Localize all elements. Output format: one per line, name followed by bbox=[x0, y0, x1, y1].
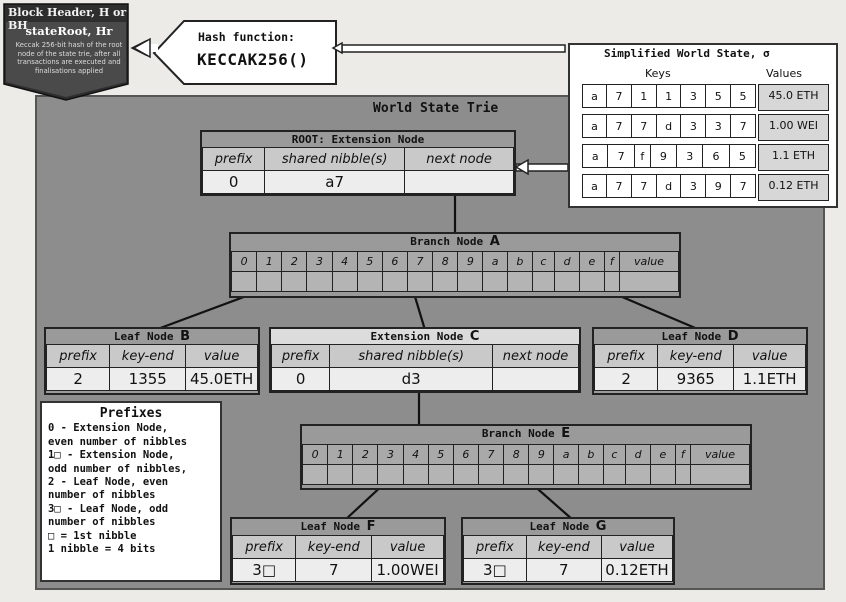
field-label: prefix bbox=[464, 536, 527, 559]
branch-slot-pointer bbox=[407, 272, 432, 292]
leaf-f-fields bbox=[232, 535, 444, 582]
key-nibble: 1 bbox=[631, 85, 656, 108]
field-value: 3□ bbox=[233, 559, 296, 582]
legend-line: even number of nibbles bbox=[48, 435, 188, 448]
field-value: 0 bbox=[272, 368, 330, 391]
legend-line: 1□ - Extension Node, bbox=[48, 449, 175, 462]
branch-slot-pointer bbox=[353, 465, 378, 485]
branch-slot-label: 6 bbox=[453, 445, 478, 465]
branch-slot-pointer bbox=[675, 465, 690, 485]
branch-slot-pointer bbox=[620, 272, 679, 292]
branch-slot-label: a bbox=[554, 445, 578, 465]
branch-slot-pointer bbox=[232, 272, 257, 292]
key-nibble: 5 bbox=[729, 145, 755, 168]
key-nibble: 7 bbox=[607, 85, 632, 108]
prefixes-legend bbox=[40, 401, 222, 582]
key-nibble: f bbox=[634, 145, 650, 168]
leaf-g-header: Leaf Node G bbox=[529, 519, 607, 534]
branch-slot-label: 0 bbox=[232, 252, 257, 272]
legend-line: odd number of nibbles, bbox=[48, 462, 188, 475]
key-nibble: a bbox=[583, 145, 608, 168]
root-node-header: ROOT: Extension Node bbox=[291, 133, 425, 146]
branch-slot-label: 9 bbox=[458, 252, 483, 272]
branch-slot-label: d bbox=[626, 445, 651, 465]
field-label: value bbox=[734, 345, 806, 368]
leaf-b-fields bbox=[46, 344, 258, 391]
field-label: key-end bbox=[526, 536, 601, 559]
branch-slot-label: 9 bbox=[529, 445, 554, 465]
leaf-g-fields bbox=[463, 535, 673, 582]
key-nibble: 7 bbox=[631, 115, 656, 138]
branch-slot-pointer bbox=[626, 465, 651, 485]
field-value: 1.1ETH bbox=[734, 368, 806, 391]
field-value: 1355 bbox=[110, 368, 186, 391]
state-root-label: stateRoot, Hr bbox=[25, 24, 113, 38]
branch-slot-pointer bbox=[504, 465, 529, 485]
branch-slot-pointer bbox=[483, 272, 507, 292]
branch-slot-label: 3 bbox=[378, 445, 403, 465]
branch-slot-label: c bbox=[603, 445, 625, 465]
field-label: next node bbox=[405, 148, 514, 171]
trie-title: World State Trie bbox=[373, 101, 499, 116]
hash-function-label: Hash function: bbox=[198, 30, 295, 44]
key-nibble: 3 bbox=[706, 115, 731, 138]
legend-line: □ = 1st nibble bbox=[48, 529, 137, 542]
key-nibble: 7 bbox=[731, 115, 756, 138]
branch-slot-label: 2 bbox=[282, 252, 307, 272]
branch-slot-label: value bbox=[620, 252, 679, 272]
branch-slot-pointer bbox=[428, 465, 453, 485]
branch-slot-label: b bbox=[578, 445, 603, 465]
world-state-value: 1.00 WEI bbox=[758, 114, 829, 141]
branch-slot-label: e bbox=[651, 445, 675, 465]
state-root-description: Keccak 256-bit hash of the root node of the state trie, after all transactions are executed and finalisations applied bbox=[15, 41, 123, 75]
block-header-title: Block Header, H or BH bbox=[8, 6, 127, 32]
branch-slot-pointer bbox=[403, 465, 428, 485]
root-node-fields bbox=[202, 147, 514, 194]
key-nibble: 9 bbox=[650, 145, 676, 168]
field-label: prefix bbox=[272, 345, 330, 368]
field-value: 45.0ETH bbox=[186, 368, 258, 391]
world-state-key-row bbox=[582, 144, 756, 168]
branch-slot-pointer bbox=[554, 465, 578, 485]
world-state-keys-label: Keys bbox=[645, 67, 671, 80]
field-value: 2 bbox=[595, 368, 658, 391]
branch-slot-pointer bbox=[604, 272, 619, 292]
branch-slot-label: 1 bbox=[328, 445, 353, 465]
key-nibble: 3 bbox=[677, 145, 703, 168]
key-nibble: 3 bbox=[681, 115, 706, 138]
branch-slot-pointer bbox=[458, 272, 483, 292]
field-value: 7 bbox=[526, 559, 601, 582]
branch-slot-pointer bbox=[580, 272, 604, 292]
world-state-key-row bbox=[582, 174, 756, 198]
field-value bbox=[405, 171, 514, 194]
field-label: prefix bbox=[595, 345, 658, 368]
branch-slot-label: 4 bbox=[403, 445, 428, 465]
key-nibble: 1 bbox=[656, 85, 681, 108]
key-nibble: 9 bbox=[706, 175, 731, 198]
branch-slot-pointer bbox=[357, 272, 382, 292]
key-nibble: 7 bbox=[731, 175, 756, 198]
field-label: value bbox=[601, 536, 672, 559]
ext-c-header: Extension Node C bbox=[370, 329, 480, 344]
legend-line: 2 - Leaf Node, even bbox=[48, 476, 169, 489]
world-state-title: Simplified World State, σ bbox=[604, 47, 770, 60]
key-nibble: 3 bbox=[681, 85, 706, 108]
branch-slot-label: c bbox=[532, 252, 554, 272]
branch-slot-pointer bbox=[651, 465, 675, 485]
key-nibble: a bbox=[583, 85, 607, 108]
branch-slot-pointer bbox=[555, 272, 580, 292]
branch-slot-label: 6 bbox=[382, 252, 407, 272]
branch-slot-label: 1 bbox=[257, 252, 282, 272]
branch-e-header: Branch Node E bbox=[481, 426, 571, 441]
branch-slot-pointer bbox=[332, 272, 357, 292]
branch-slot-pointer bbox=[507, 272, 532, 292]
field-label: key-end bbox=[110, 345, 186, 368]
key-nibble: d bbox=[656, 115, 681, 138]
branch-slot-label: 0 bbox=[303, 445, 328, 465]
key-nibble: a bbox=[583, 115, 607, 138]
hash-function-name: KECCAK256() bbox=[197, 50, 309, 69]
branch-slot-label: 7 bbox=[478, 445, 503, 465]
branch-slot-label: 4 bbox=[332, 252, 357, 272]
key-nibble: d bbox=[656, 175, 681, 198]
leaf-b-header: Leaf Node B bbox=[113, 329, 191, 344]
world-state-value: 45.0 ETH bbox=[758, 84, 829, 111]
leaf-d-fields bbox=[594, 344, 806, 391]
branch-slot-label: f bbox=[675, 445, 690, 465]
field-value bbox=[493, 368, 579, 391]
branch-slot-pointer bbox=[453, 465, 478, 485]
world-state-values-label: Values bbox=[766, 67, 802, 80]
key-nibble: 7 bbox=[607, 115, 632, 138]
branch-slot-pointer bbox=[691, 465, 750, 485]
branch-slot-pointer bbox=[578, 465, 603, 485]
branch-slot-label: 3 bbox=[307, 252, 332, 272]
branch-slot-pointer bbox=[328, 465, 353, 485]
key-nibble: 5 bbox=[731, 85, 756, 108]
field-label: prefix bbox=[203, 148, 265, 171]
branch-slot-pointer bbox=[378, 465, 403, 485]
world-state-value: 1.1 ETH bbox=[758, 144, 829, 171]
branch-slot-label: 2 bbox=[353, 445, 378, 465]
key-nibble: 3 bbox=[681, 175, 706, 198]
leaf-f-header: Leaf Node F bbox=[300, 519, 376, 534]
branch-slot-label: 8 bbox=[504, 445, 529, 465]
branch-a-slots bbox=[231, 251, 679, 292]
field-value: 2 bbox=[47, 368, 110, 391]
branch-slot-pointer bbox=[307, 272, 332, 292]
field-value: 7 bbox=[296, 559, 372, 582]
ext-c-fields bbox=[271, 344, 579, 391]
field-value: 9365 bbox=[658, 368, 734, 391]
field-value: a7 bbox=[265, 171, 405, 194]
field-label: shared nibble(s) bbox=[265, 148, 405, 171]
branch-slot-label: d bbox=[555, 252, 580, 272]
legend-lines bbox=[48, 422, 214, 556]
field-value: 0 bbox=[203, 171, 265, 194]
legend-line: 3□ - Leaf Node, odd bbox=[48, 502, 169, 515]
leaf-d-header: Leaf Node D bbox=[661, 329, 739, 344]
field-label: prefix bbox=[233, 536, 296, 559]
branch-slot-pointer bbox=[478, 465, 503, 485]
branch-slot-pointer bbox=[282, 272, 307, 292]
field-label: value bbox=[372, 536, 444, 559]
branch-slot-pointer bbox=[382, 272, 407, 292]
branch-slot-label: 5 bbox=[428, 445, 453, 465]
branch-slot-label: 8 bbox=[433, 252, 458, 272]
field-label: next node bbox=[493, 345, 579, 368]
field-value: 0.12ETH bbox=[601, 559, 672, 582]
branch-slot-pointer bbox=[303, 465, 328, 485]
world-state-key-row bbox=[582, 84, 756, 108]
branch-slot-label: 5 bbox=[357, 252, 382, 272]
branch-slot-label: b bbox=[507, 252, 532, 272]
branch-e-slots bbox=[302, 444, 750, 485]
legend-line: number of nibbles bbox=[48, 516, 156, 529]
field-label: value bbox=[186, 345, 258, 368]
branch-slot-label: a bbox=[483, 252, 507, 272]
branch-slot-pointer bbox=[257, 272, 282, 292]
branch-slot-pointer bbox=[603, 465, 625, 485]
branch-slot-label: e bbox=[580, 252, 604, 272]
key-nibble: 7 bbox=[631, 175, 656, 198]
field-label: prefix bbox=[47, 345, 110, 368]
branch-slot-pointer bbox=[529, 465, 554, 485]
key-nibble: a bbox=[583, 175, 607, 198]
legend-line: 1 nibble = 4 bits bbox=[48, 543, 156, 556]
field-label: shared nibble(s) bbox=[330, 345, 493, 368]
key-nibble: 7 bbox=[608, 145, 634, 168]
key-nibble: 5 bbox=[706, 85, 731, 108]
branch-a-header: Branch Node A bbox=[410, 234, 500, 249]
field-label: key-end bbox=[296, 536, 372, 559]
world-state-key-row bbox=[582, 114, 756, 138]
branch-slot-label: f bbox=[604, 252, 619, 272]
field-value: 3□ bbox=[464, 559, 527, 582]
legend-line: number of nibbles bbox=[48, 489, 156, 502]
field-value: 1.00WEI bbox=[372, 559, 444, 582]
field-value: d3 bbox=[330, 368, 493, 391]
legend-line: 0 - Extension Node, bbox=[48, 422, 169, 435]
key-nibble: 7 bbox=[607, 175, 632, 198]
world-state-value: 0.12 ETH bbox=[758, 174, 829, 201]
branch-slot-pointer bbox=[433, 272, 458, 292]
branch-slot-label: 7 bbox=[407, 252, 432, 272]
key-nibble: 6 bbox=[703, 145, 729, 168]
branch-slot-pointer bbox=[532, 272, 554, 292]
field-label: key-end bbox=[658, 345, 734, 368]
branch-slot-label: value bbox=[691, 445, 750, 465]
legend-title: Prefixes bbox=[99, 406, 163, 421]
